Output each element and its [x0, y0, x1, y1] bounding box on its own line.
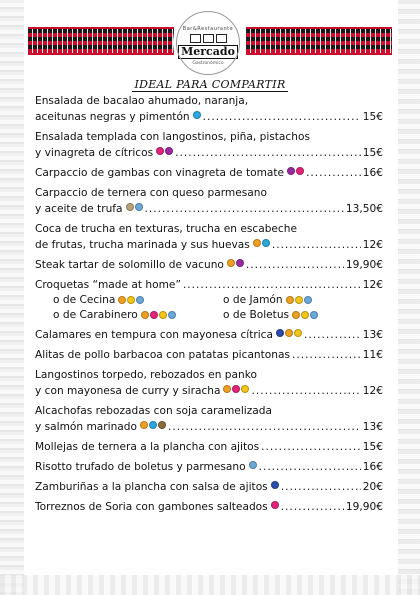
- dot-leader: [281, 479, 361, 495]
- menu-item: [35, 277, 383, 323]
- dot-leader: [168, 419, 361, 435]
- menu-item: [35, 165, 383, 181]
- menu-item-price-row: [35, 257, 383, 273]
- menu-item-name-line: Carpaccio de ternera con queso parmesano: [35, 187, 267, 199]
- milk-allergen-icon: [168, 311, 176, 319]
- menu-item: [35, 93, 383, 125]
- dot-leader: [203, 109, 361, 125]
- fish-allergen-icon: [262, 239, 270, 247]
- menu-item: [35, 367, 383, 399]
- menu-item-price: 19,90€: [345, 501, 383, 513]
- menu-item-price-row: [35, 327, 383, 343]
- menu-item-name-line: Zamburiñas a la plancha con salsa de ajitos: [35, 481, 268, 493]
- menu-item-name-line: Ensalada templada con langostinos, piña, pistachos: [35, 131, 310, 143]
- menu-item-price-row: [35, 499, 383, 515]
- croqueta-variant: [223, 293, 373, 308]
- egg-allergen-icon: [295, 296, 303, 304]
- allergen-icons: [126, 203, 143, 211]
- allergen-icons: [193, 111, 201, 119]
- menu-item-price-row: [35, 145, 383, 161]
- gluten-allergen-icon: [227, 259, 235, 267]
- menu-item-name-line: y salmón marinado: [35, 421, 137, 433]
- section-title: [0, 78, 420, 91]
- egg-allergen-icon: [294, 329, 302, 337]
- menu-item-price-row: [35, 277, 383, 293]
- allergen-icons: [156, 147, 173, 155]
- gluten-allergen-icon: [141, 311, 149, 319]
- menu-item-name-line: Alcachofas rebozadas con soja caramelizada: [35, 405, 272, 417]
- menu-item-price: 15€: [362, 147, 383, 159]
- allergen-icons: [223, 385, 249, 393]
- gluten-allergen-icon: [223, 385, 231, 393]
- dot-leader: [281, 499, 344, 515]
- allergen-icons: [276, 329, 302, 337]
- menu-item-price-row: [35, 459, 383, 475]
- dot-leader: [306, 165, 361, 181]
- dot-leader: [246, 257, 344, 273]
- menu-item-name-line: Ensalada de bacalao ahumado, naranja,: [35, 95, 249, 107]
- dot-leader: [292, 347, 361, 363]
- menu-item-price: 13€: [362, 421, 383, 433]
- menu-item-name-line: y vinagreta de cítricos: [35, 147, 154, 159]
- menu-item: [35, 185, 383, 217]
- checkered-stripe-right: [246, 27, 392, 55]
- allergen-icons: [292, 311, 318, 319]
- menu-item-name-line: Croquetas “made at home”: [35, 279, 181, 291]
- egg-allergen-icon: [301, 311, 309, 319]
- menu-item-price-row: [35, 237, 383, 253]
- variant-label: o de Cecina: [53, 293, 115, 308]
- logo-sub-text: Gastronómico: [192, 61, 224, 66]
- menu-list: [35, 93, 383, 519]
- fish-allergen-icon: [193, 111, 201, 119]
- menu-item-price: 19,90€: [345, 259, 383, 271]
- menu-item-price: 12€: [362, 385, 383, 397]
- menu-item-name-line: Mollejas de ternera a la plancha con ajitos: [35, 441, 260, 453]
- dot-leader: [261, 439, 361, 455]
- dot-leader: [145, 201, 344, 217]
- menu-item-price: 20€: [362, 481, 383, 493]
- dot-leader: [272, 237, 361, 253]
- sulphite-allergen-icon: [236, 259, 244, 267]
- menu-item: [35, 479, 383, 495]
- menu-item-price-row: [35, 109, 383, 125]
- menu-item: [35, 347, 383, 363]
- fish-allergen-icon: [149, 421, 157, 429]
- dot-leader: [304, 327, 361, 343]
- logo-wordmark: Mercado: [178, 45, 238, 59]
- menu-item-price-row: [35, 419, 383, 435]
- dot-leader: [259, 459, 361, 475]
- allergen-icons: [271, 501, 279, 509]
- allergen-icons: [141, 311, 176, 319]
- gluten-allergen-icon: [253, 239, 261, 247]
- menu-item-name-line: Alitas de pollo barbacoa con patatas picantonas: [35, 349, 291, 361]
- menu-item-price-row: [35, 383, 383, 399]
- variant-label: o de Boletus: [223, 308, 289, 323]
- egg-allergen-icon: [241, 385, 249, 393]
- checkered-stripe-left: [28, 27, 174, 55]
- menu-item-name-line: Calamares en tempura con mayonesa cítrica: [35, 329, 274, 341]
- allergen-icons: [140, 421, 166, 429]
- croqueta-variant: [223, 308, 373, 323]
- allergen-icons: [271, 481, 279, 489]
- menu-item-price: 11€: [362, 349, 383, 361]
- menu-item-name-line: aceitunas negras y pimentón: [35, 111, 190, 123]
- menu-item: [35, 439, 383, 455]
- dot-leader: [175, 145, 361, 161]
- menu-item: [35, 257, 383, 273]
- gluten-allergen-icon: [118, 296, 126, 304]
- menu-item-price-row: [35, 479, 383, 495]
- allergen-icons: [227, 259, 244, 267]
- allergen-icons: [253, 239, 270, 247]
- crustacean-allergen-icon: [271, 501, 279, 509]
- egg-allergen-icon: [127, 296, 135, 304]
- menu-item-name-line: Torreznos de Soria con gambones salteados: [35, 501, 268, 513]
- dot-leader: [183, 277, 361, 293]
- menu-item: [35, 327, 383, 343]
- bottom-texture-edge: [0, 575, 420, 595]
- croqueta-variant: [53, 308, 223, 323]
- mollusc-allergen-icon: [271, 481, 279, 489]
- milk-allergen-icon: [136, 296, 144, 304]
- logo-ring: [176, 11, 240, 75]
- menu-item-name-line: Carpaccio de gambas con vinagreta de tomate: [35, 167, 285, 179]
- menu-item-price: 13,50€: [345, 203, 383, 215]
- menu-item: [35, 403, 383, 435]
- menu-item-price-row: [35, 165, 383, 181]
- variant-row: [35, 308, 383, 323]
- milk-allergen-icon: [310, 311, 318, 319]
- menu-item-price: 16€: [362, 461, 383, 473]
- menu-item-price: 16€: [362, 167, 383, 179]
- allergen-icons: [287, 167, 304, 175]
- soy-allergen-icon: [158, 421, 166, 429]
- crustacean-allergen-icon: [232, 385, 240, 393]
- crustacean-allergen-icon: [156, 147, 164, 155]
- restaurant-logo: [173, 8, 243, 78]
- menu-item: [35, 459, 383, 475]
- crustacean-allergen-icon: [296, 167, 304, 175]
- menu-item-price-row: [35, 201, 383, 217]
- croqueta-variant: [53, 293, 223, 308]
- crustacean-allergen-icon: [150, 311, 158, 319]
- menu-item-price-row: [35, 439, 383, 455]
- gluten-allergen-icon: [286, 296, 294, 304]
- sulphite-allergen-icon: [287, 167, 295, 175]
- menu-item-name-line: Coca de trucha en texturas, trucha en escabeche: [35, 223, 297, 235]
- menu-item-name-line: y aceite de trufa: [35, 203, 123, 215]
- variant-label: o de Jamón: [223, 293, 283, 308]
- milk-allergen-icon: [249, 461, 257, 469]
- menu-item-price-row: [35, 347, 383, 363]
- dot-leader: [251, 383, 360, 399]
- menu-item-price: 15€: [362, 111, 383, 123]
- allergen-icons: [249, 461, 257, 469]
- mollusc-allergen-icon: [276, 329, 284, 337]
- menu-item: [35, 499, 383, 515]
- menu-item-name-line: Langostinos torpedo, rebozados en panko: [35, 369, 257, 381]
- section-title-text: IDEAL PARA COMPARTIR: [134, 78, 286, 91]
- menu-item-name-line: Steak tartar de solomillo de vacuno: [35, 259, 224, 271]
- logo-top-text: Bar&Restaurante: [182, 26, 234, 32]
- milk-allergen-icon: [304, 296, 312, 304]
- menu-item: [35, 221, 383, 253]
- egg-allergen-icon: [159, 311, 167, 319]
- menu-item-price: 12€: [362, 279, 383, 291]
- menu-item: [35, 129, 383, 161]
- menu-item-price: 12€: [362, 239, 383, 251]
- variant-label: o de Carabinero: [53, 308, 138, 323]
- menu-item-name-line: Risotto trufado de boletus y parmesano: [35, 461, 246, 473]
- allergen-icons: [118, 296, 144, 304]
- milk-allergen-icon: [135, 203, 143, 211]
- gluten-allergen-icon: [285, 329, 293, 337]
- gluten-allergen-icon: [292, 311, 300, 319]
- menu-item-name-line: y con mayonesa de curry y siracha: [35, 385, 221, 397]
- allergen-icons: [286, 296, 312, 304]
- sesame-allergen-icon: [126, 203, 134, 211]
- menu-item-price: 15€: [362, 441, 383, 453]
- variant-row: [35, 293, 383, 308]
- menu-item-name-line: de frutas, trucha marinada y sus huevas: [35, 239, 250, 251]
- gluten-allergen-icon: [140, 421, 148, 429]
- sulphite-allergen-icon: [165, 147, 173, 155]
- menu-item-price: 13€: [362, 329, 383, 341]
